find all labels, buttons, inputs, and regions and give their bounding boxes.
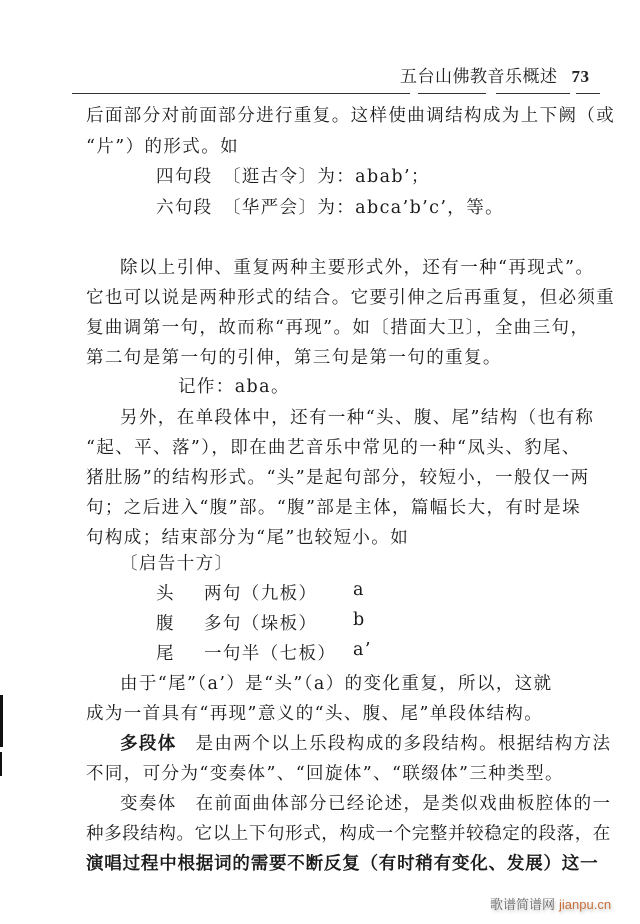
part-cell: 尾 <box>156 644 175 664</box>
text-line: 不同，可分为“变奏体”、“回旋体”、“联缀体”三种类型。 <box>86 764 564 784</box>
text-line: 种多段结构。它以上下句形式，构成一个完整并较稳定的段落，在 <box>86 824 611 844</box>
text-line: 猪肚肠”的结构形式。“头”是起句部分，较短小，一般仅一两 <box>86 468 590 488</box>
text-line: 句；之后进入“腹”部。“腹”部是主体，篇幅长大，有时是垛 <box>86 498 581 518</box>
term-heading: 多段体 <box>120 734 177 754</box>
rule-gap <box>486 90 496 96</box>
watermark <box>490 894 611 913</box>
example-line: 六句段 〔华严会〕为：abca’b’c’，等。 <box>156 198 505 218</box>
text-line: 复曲调第一句，故而称“再现”。如〔措面大卫〕，全曲三句， <box>86 318 590 338</box>
watermark-text: 歌谱简谱网 <box>490 898 556 913</box>
watermark-domain: jianpu.cn <box>559 897 612 912</box>
desc-cell: 多句（垛板） <box>204 614 318 634</box>
text-line: 后面部分对前面部分进行重复。这样使曲调结构成为上下阙（或 <box>86 106 616 126</box>
symbol-cell: b <box>353 610 366 630</box>
part-cell: 腹 <box>156 614 175 634</box>
note-line: 记作：aba。 <box>178 377 290 397</box>
text-line <box>120 730 611 755</box>
running-header <box>400 62 590 87</box>
text-line: 演唱过程中根据词的需要不断反复（有时稍有变化、发展）这一 <box>86 854 599 874</box>
page-number: 73 <box>571 67 590 86</box>
example-line: 四句段 〔逛古令〕为：abab’； <box>156 167 430 187</box>
term-heading: 变奏体 <box>120 794 177 814</box>
text-line: 由于“尾”（a’）是“头”（a）的变化重复，所以，这就 <box>120 674 553 694</box>
text-line: “起、平、落”），即在曲艺音乐中常见的一种“凤头、豹尾、 <box>86 438 581 458</box>
text-line: 除以上引伸、重复两种主要形式外，还有一种“再现式”。 <box>120 258 595 278</box>
running-title: 五台山佛教音乐概述 <box>400 67 558 87</box>
part-cell: 头 <box>156 584 175 604</box>
rule-gap <box>570 90 576 96</box>
text-line: 另外，在单段体中，还有一种“头、腹、尾”结构（也有称 <box>120 408 595 428</box>
text-line: 句构成；结束部分为“尾”也较短小。如 <box>86 528 410 548</box>
text-line: 第二句是第一句的引伸，第三句是第一句的重复。 <box>86 348 502 368</box>
text-line: “片”）的形式。如 <box>86 137 239 157</box>
symbol-cell: a’ <box>353 640 372 660</box>
symbol-cell: a <box>353 580 365 600</box>
desc-cell: 两句（九板） <box>204 584 318 604</box>
text-line: 它也可以说是两种形式的结合。它要引伸之后再重复，但必须重 <box>86 288 616 308</box>
example-title: 〔启告十方〕 <box>120 554 234 574</box>
scan-edge-mark <box>0 752 2 776</box>
scan-edge-mark <box>0 695 3 747</box>
text-line: 成为一首具有“再现”意义的“头、腹、尾”单段体结构。 <box>86 704 544 724</box>
desc-cell: 一句半（七板） <box>204 644 337 664</box>
rule-gap <box>410 90 418 96</box>
term-text: 在前面曲体部分已经论述，是类似戏曲板腔体的一 <box>195 794 612 814</box>
term-text: 是由两个以上乐段构成的多段结构。根据结构方法 <box>195 734 612 754</box>
header-rule <box>72 93 600 94</box>
text-line <box>120 790 611 815</box>
